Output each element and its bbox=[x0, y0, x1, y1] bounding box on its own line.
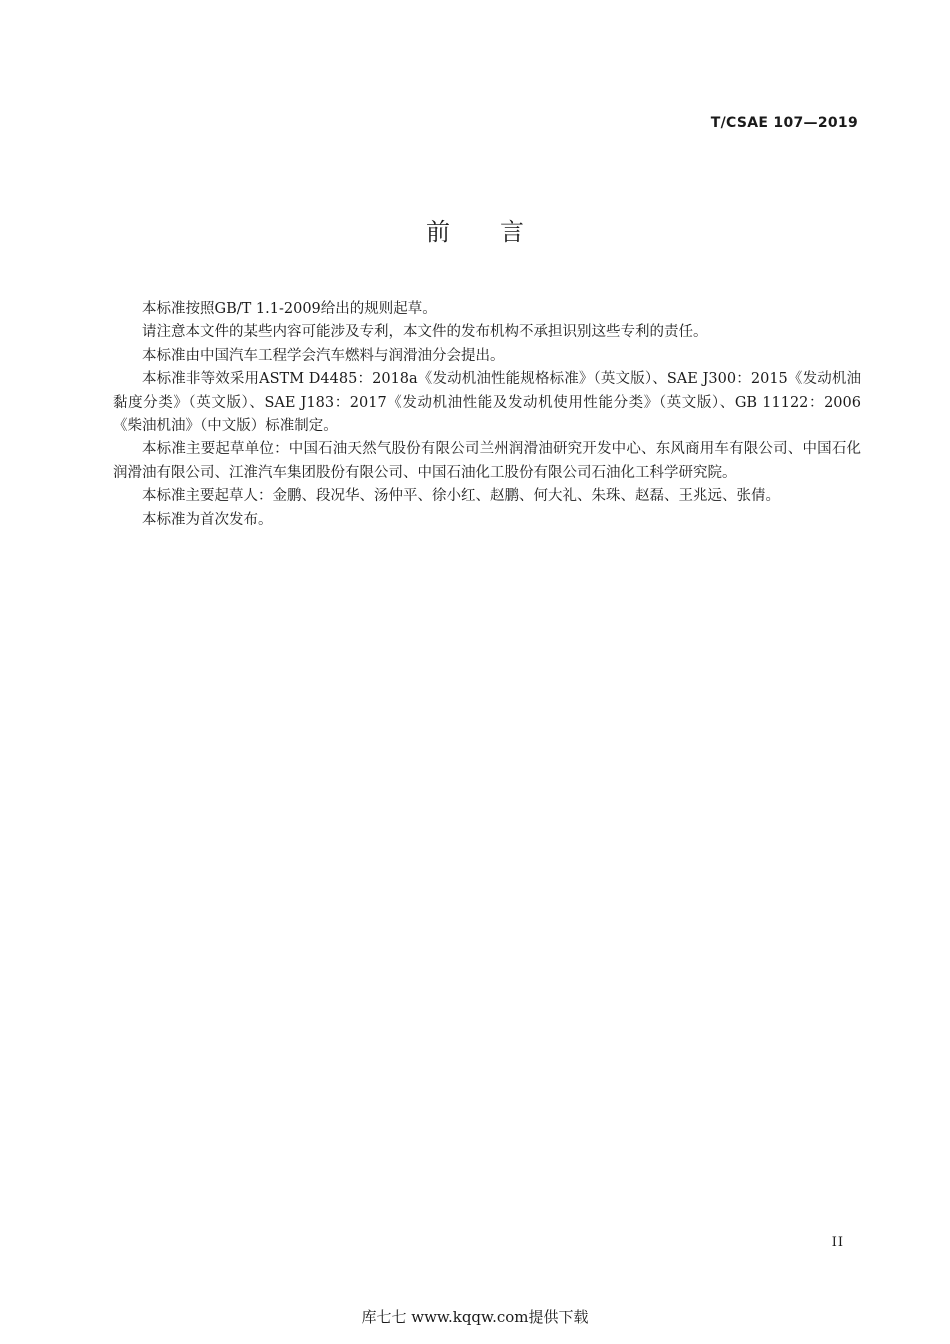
page-title: 前言 bbox=[426, 218, 574, 246]
paragraph-drafters: 本标准主要起草人：金鹏、段况华、汤仲平、徐小红、赵鹏、何大礼、朱珠、赵磊、王兆远、张倩。 bbox=[142, 488, 780, 505]
foreword-body bbox=[113, 298, 861, 532]
paragraph-drafting-units: 本标准主要起草单位：中国石油天然气股份有限公司兰州润滑油研究开发中心、东风商用车有限公司、中国石化润滑油有限公司、江淮汽车集团股份有限公司、中国石油化工股份有限公司石油化工科学研究院。 bbox=[113, 441, 861, 481]
paragraph-drafting-rules: 本标准按照GB/T 1.1-2009给出的规则起草。 bbox=[142, 301, 437, 317]
paragraph-proposer: 本标准由中国汽车工程学会汽车燃料与润滑油分会提出。 bbox=[142, 347, 505, 364]
paragraph-first-release: 本标准为首次发布。 bbox=[142, 511, 273, 528]
paragraph-adoption: 本标准非等效采用ASTM D4485：2018a《发动机油性能规格标准》（英文版）、SAE J300：2015《发动机油黏度分类》（英文版）、SAE J183：2017《发动机油性能及发动机使用性能分类》（英文版）、GB 11122：2006《柴油机油》（中文版）标准制定。 bbox=[113, 371, 861, 435]
footer-download-note: 库七七 www.kqqw.com提供下载 bbox=[361, 1308, 589, 1326]
page-number: II bbox=[831, 1235, 844, 1250]
document-code: T/CSAE 107—2019 bbox=[710, 115, 858, 131]
paragraph-patent-notice: 请注意本文件的某些内容可能涉及专利，本文件的发布机构不承担识别这些专利的责任。 bbox=[142, 324, 708, 341]
